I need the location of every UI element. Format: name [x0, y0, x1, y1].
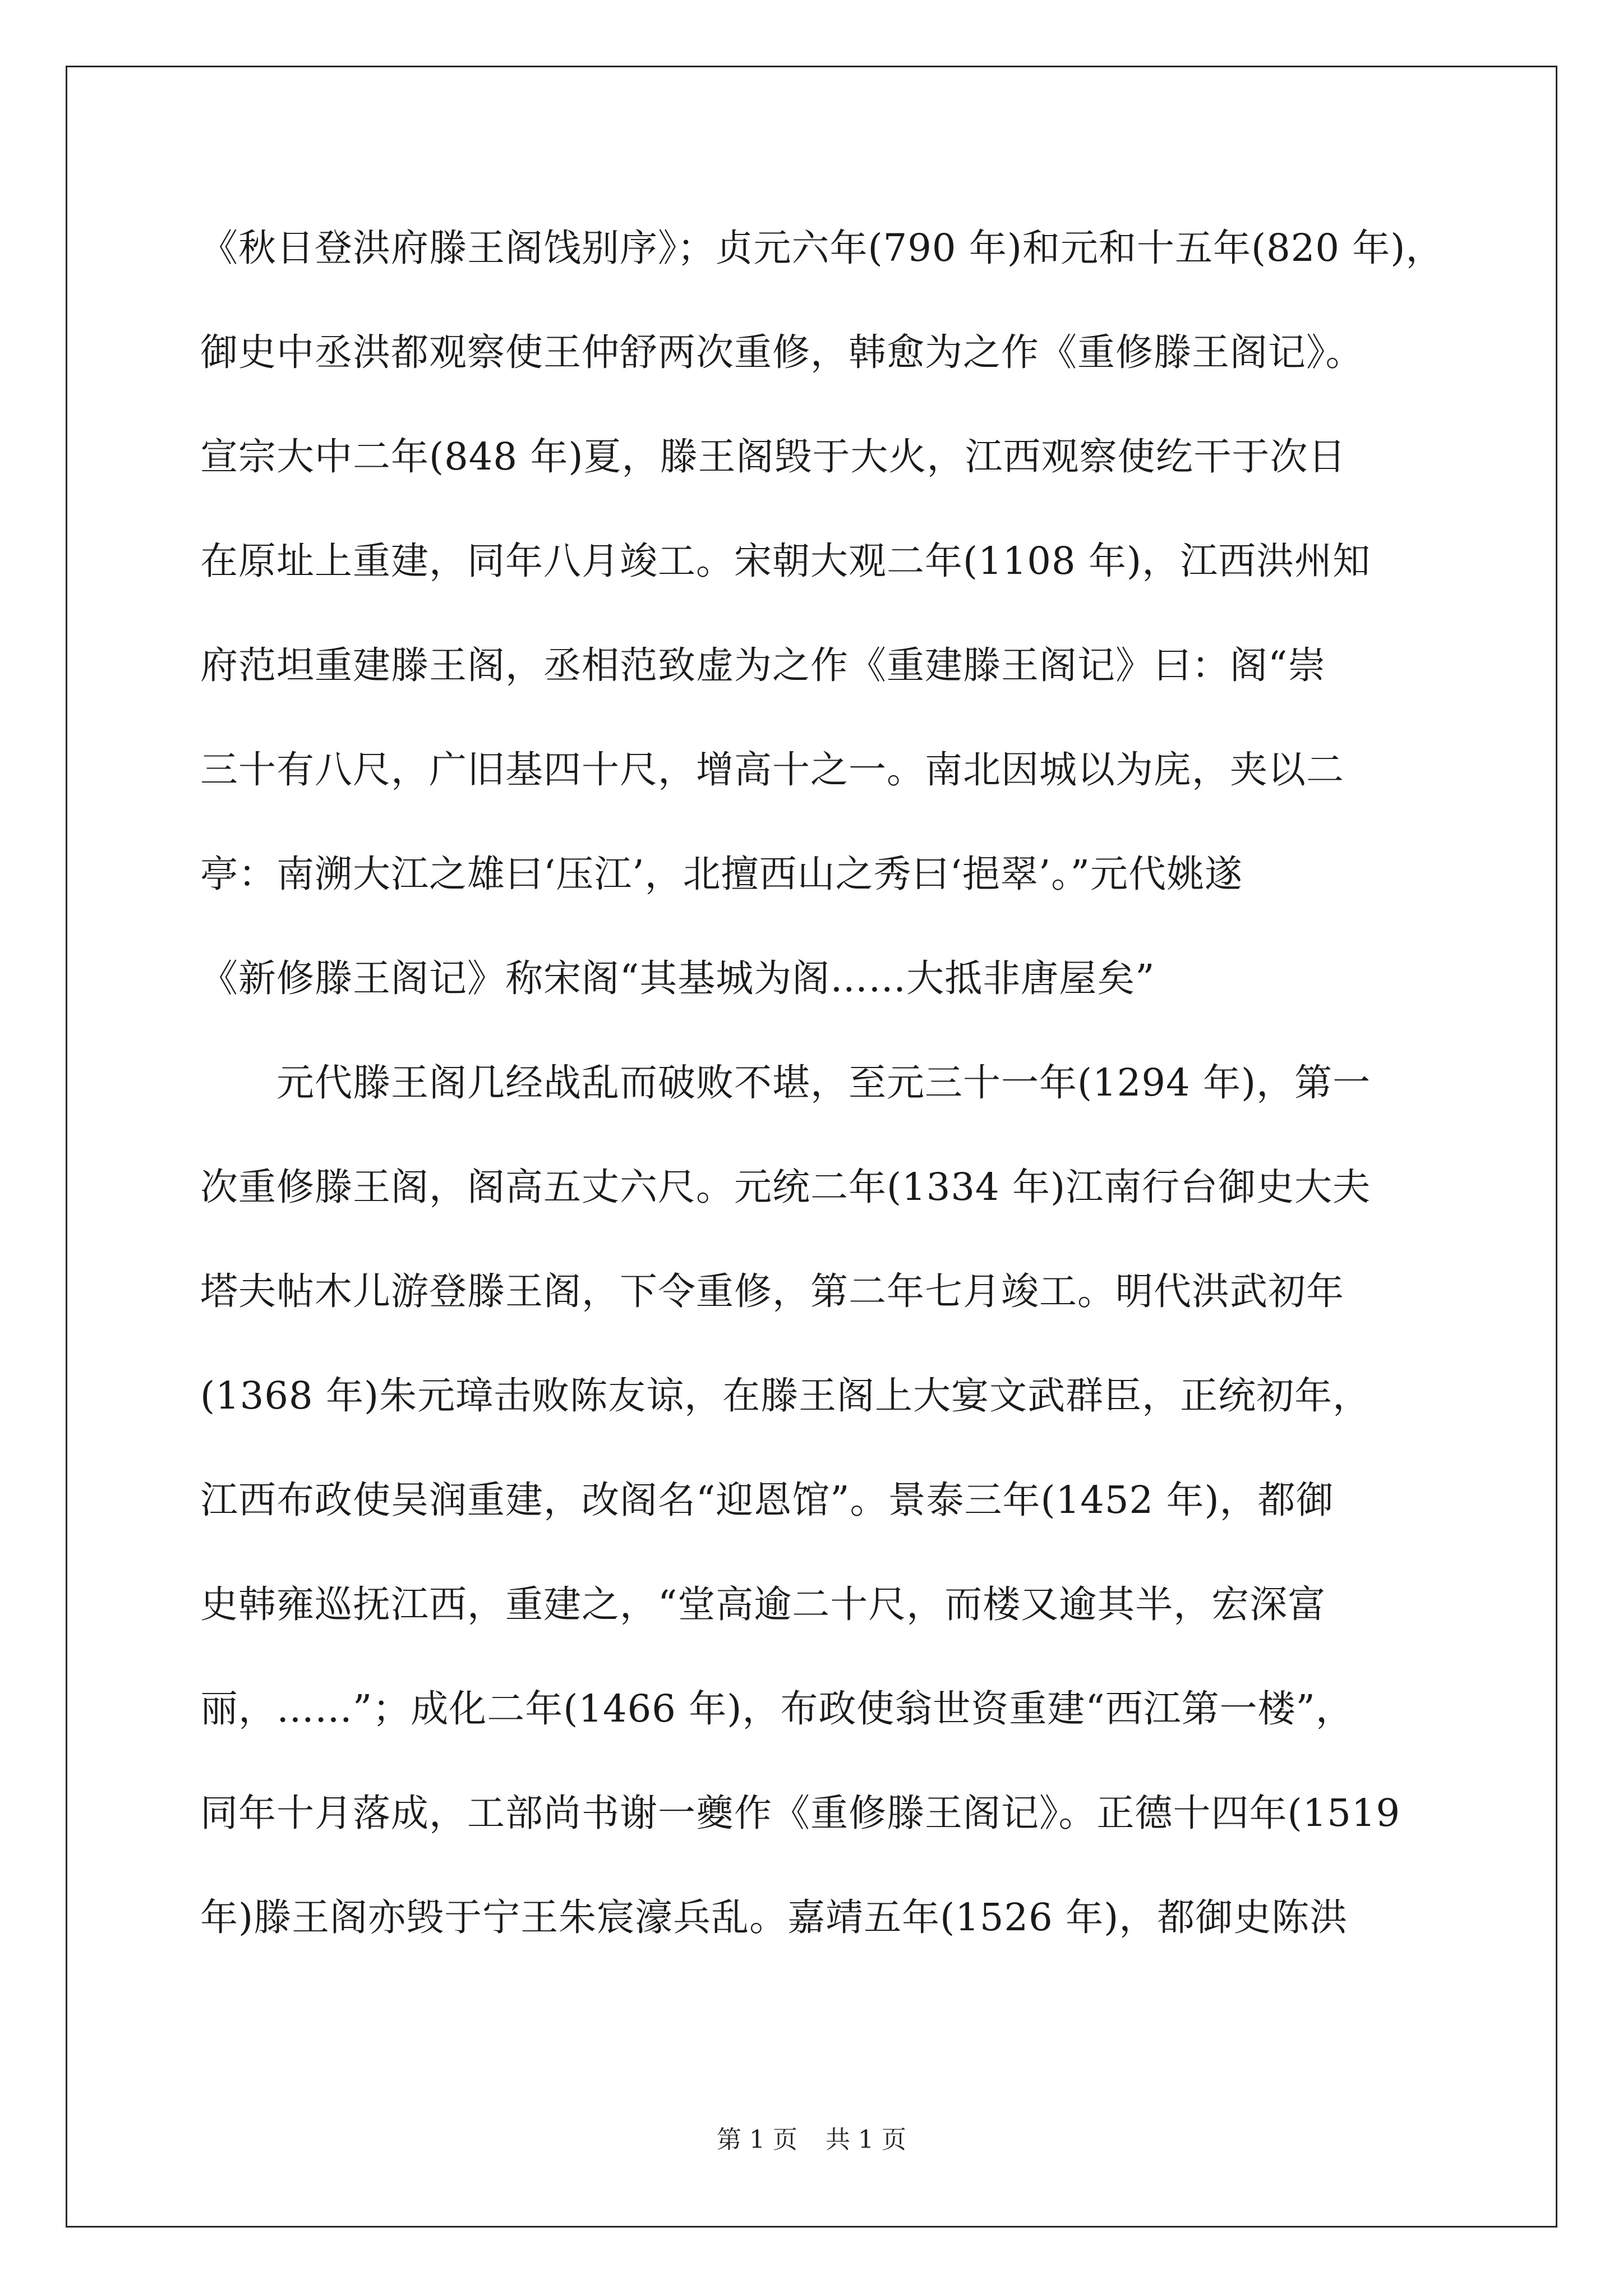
paragraph-first-line: 元代滕王阁几经战乱而破败不堪，至元三十一年(1294 年)，第一 — [276, 1061, 1371, 1105]
page-number: 第 1 页 — [717, 2125, 797, 2154]
text-line: 丽，……”；成化二年(1466 年)，布政使翁世资重建“西江第一楼”， — [200, 1687, 1354, 1731]
text-line: 《秋日登洪府滕王阁饯别序》；贞元六年(790 年)和元和十五年(820 年)， — [200, 226, 1444, 270]
document-body — [200, 214, 1456, 1988]
text-line: 亭：南溯大江之雄曰‘压江’，北擅西山之秀曰‘挹翠’。”元代姚遂 — [200, 852, 1243, 896]
text-line: 《新修滕王阁记》称宋阁“其基城为阁……大抵非唐屋矣” — [200, 956, 1155, 1000]
text-line: 同年十月落成，工部尚书谢一夔作《重修滕王阁记》。正德十四年(1519 — [200, 1791, 1401, 1835]
text-line: 塔夫帖木儿游登滕王阁，下令重修，第二年七月竣工。明代洪武初年 — [200, 1269, 1344, 1313]
page-total: 共 1 页 — [826, 2125, 906, 2154]
text-line: 年)滕王阁亦毁于宁王朱宸濠兵乱。嘉靖五年(1526 年)，都御史陈洪 — [200, 1895, 1348, 1939]
text-line: 在原址上重建，同年八月竣工。宋朝大观二年(1108 年)，江西洪州知 — [200, 539, 1371, 583]
text-line: 江西布政使吴润重建，改阁名“迎恩馆”。景泰三年(1452 年)，都御 — [200, 1478, 1334, 1522]
text-line: 史韩雍巡抚江西，重建之，“堂高逾二十尺，而楼又逾其半，宏深富 — [200, 1582, 1326, 1626]
page-footer — [0, 2119, 1623, 2155]
text-line: 御史中丞洪都观察使王仲舒两次重修，韩愈为之作《重修滕王阁记》。 — [200, 330, 1364, 374]
text-line: (1368 年)朱元璋击败陈友谅，在滕王阁上大宴文武群臣，正统初年， — [200, 1374, 1371, 1418]
text-line: 三十有八尺，广旧基四十尺，增高十之一。南北因城以为庑，夹以二 — [200, 748, 1344, 792]
text-line: 次重修滕王阁，阁高五丈六尺。元统二年(1334 年)江南行台御史大夫 — [200, 1165, 1371, 1209]
text-line: 宣宗大中二年(848 年)夏，滕王阁毁于大火，江西观察使纥干于次日 — [200, 435, 1347, 478]
text-line: 府范坦重建滕王阁，丞相范致虚为之作《重建滕王阁记》曰：阁“崇 — [200, 643, 1326, 687]
